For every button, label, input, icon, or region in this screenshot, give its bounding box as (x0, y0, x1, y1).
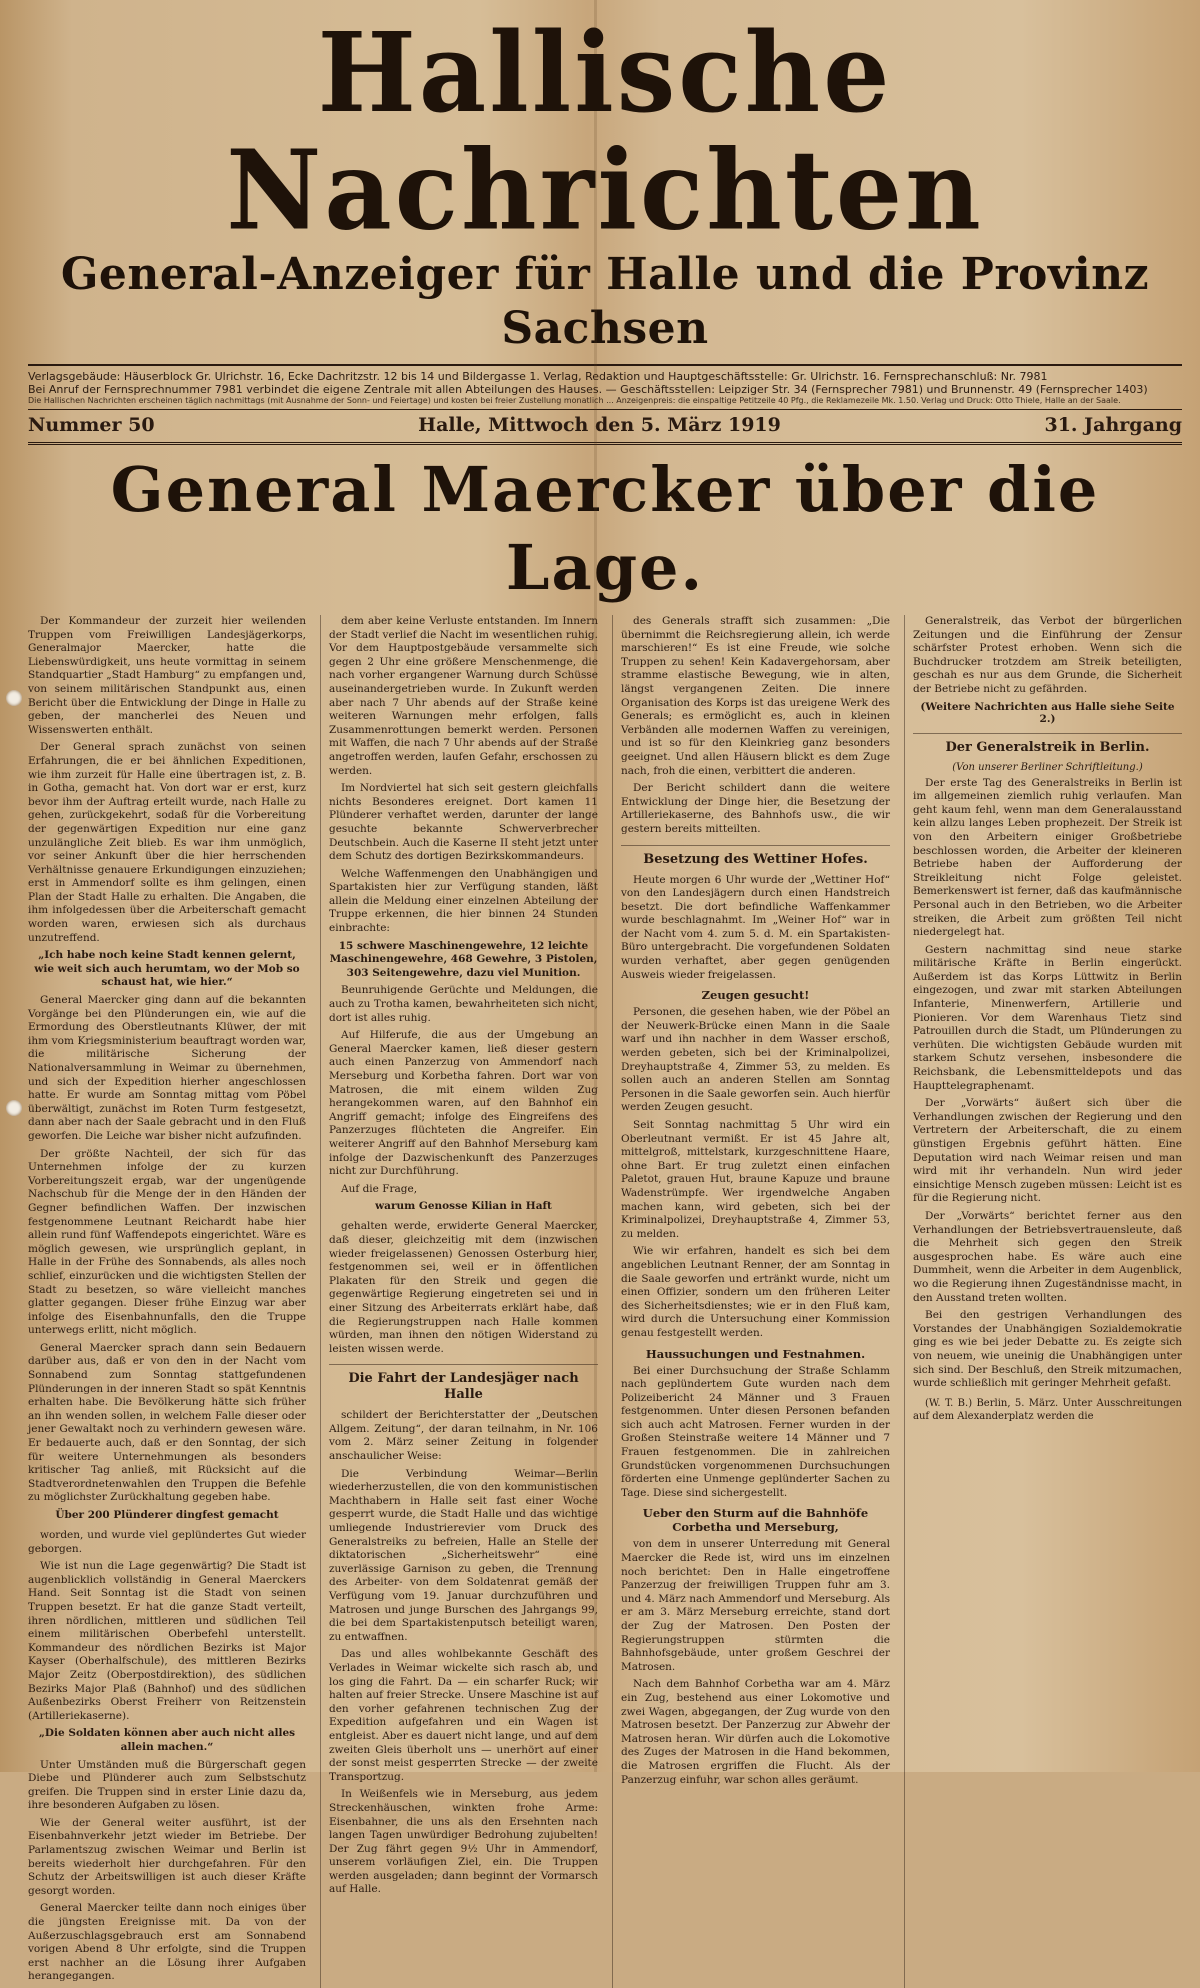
paragraph: Bei den gestrigen Verhandlungen des Vorstandes der Unabhängigen Sozialdemokratie ging es wie bei jeder Debatte zu. Es zeigte sich von neuem, wie uneinig die Unabhängigen unter sich sind. Der Beschluß, den Streik mitzumachen, wurde schließlich mit geringer Mehrheit gefaßt. (913, 1309, 1182, 1390)
issue-date: Halle, Mittwoch den 5. März 1919 (418, 414, 781, 436)
paragraph: Der Bericht schildert dann die weitere Entwicklung der Dinge hier, die Besetzung der Artilleriekaserne, des Bahnhofs usw., die wir gestern bereits mitteilten. (621, 782, 890, 835)
wire-report: (W. T. B.) Berlin, 5. März. Unter Ausschreitungen auf dem Alexanderplatz werden die (913, 1397, 1182, 1423)
column-1 (28, 615, 306, 1988)
headline: General Maercker über die Lage. (110, 453, 1100, 604)
issue-year: 31. Jahrgang (1044, 414, 1182, 436)
column-3 (612, 615, 890, 1988)
issue-number: Nummer 50 (28, 414, 155, 436)
weapons-list: 15 schwere Maschinengewehre, 12 leichte Maschinengewehre, 468 Gewehre, 3 Pistolen, 303 Seitengewehre, dazu viel Munition. (329, 939, 598, 979)
paper-fold (594, 0, 597, 1772)
paragraph: Das und alles wohlbekannte Geschäft des Verlades in Weimar wickelte sich rasch ab, und los ging die Fahrt. Da — ein scharfer Ruck; wir halten auf freier Strecke. Unsere Maschine ist auf den vorher gefahrenen technischen Zug der Expedition aufgefahren und ein Wagen ist entgleist. Aber es dauert nicht lange, und auf dem zweiten Gleis überholt uns — unerhört auf einer der sonst meist gesperrten Strecke — der zweite Transportzug. (329, 1648, 598, 1783)
publisher-info-line1: Verlagsgebäude: Häuserblock Gr. Ulrichstr. 16, Ecke Dachritzstr. 12 bis 14 und Bildergasse 1. Verlag, Redaktion und Hauptgeschäftsstelle: Gr. Ulrichstr. 16. Fernsprechanschluß: Nr. 7981 (28, 370, 1048, 383)
publisher-info (28, 364, 1182, 410)
paragraph: Beunruhigende Gerüchte und Meldungen, die auch zu Trotha kamen, bewahrheiteten sich nicht, dort ist alles ruhig. (329, 984, 598, 1024)
quote: „Die Soldaten können aber auch nicht alles allein machen.“ (38, 1727, 296, 1753)
column-4 (904, 615, 1182, 1988)
paragraph: Gestern nachmittag sind neue starke militärische Kräfte in Berlin eingerückt. Außerdem ist das Korps Lüttwitz in Berlin eingezogen, und zwar mit starken Abteilungen Infanterie, Minenwerfern, Artillerie und Pionieren. Vor dem Warenhaus Tietz sind Patrouillen durch die Stadt, um Plünderungen zu verhüten. Die wichtigsten Gebäude wurden mit starkem Schutz versehen, insbesondere die Reichsbank, die Lebensmitteldepots und das Haupttelegraphenamt. (913, 943, 1182, 1092)
paragraph: Personen, die gesehen haben, wie der Pöbel an der Neuwerk-Brücke einen Mann in die Saale warf und ihn nachher in dem Wasser erschoß, werden gebeten, sich bei der Kriminalpolizei, Dreyhauptstraße 4, Zimmer 53, zu melden. Es sollen auch an anderen Stellen am Sonntag Personen in die Saale geworfen sein. Auch hierfür werden Zeugen gesucht. (621, 1006, 890, 1114)
paragraph: Unter Umständen muß die Bürgerschaft gegen Diebe und Plünderer auch zum Selbstschutz greifen. Die Truppen sind in erster Linie dazu da, ihre besonderen Aufgaben zu lösen. (28, 1758, 306, 1812)
page-reference: (Weitere Nachrichten aus Halle siehe Seite 2.) (920, 700, 1175, 725)
paragraph: Der General sprach zunächst von seinen Erfahrungen, die er bei ähnlichen Expeditionen, wie ihm zurzeit für Halle eine übertragen ist, z. B. in Gotha, gemacht hat. Von dort war er erst, kurz bevor ihm der Auftrag erteilt wurde, nach Halle zu gehen, zurückgekehrt, sodaß für die Vorbereitung der gegenwärtigen Expedition nur eine ganz unzulängliche Zeit blieb. Es war ihm unmöglich, vor seiner Ankunft über die hier herrschenden Verhältnisse genauere Erkundigungen einzuziehen; erst in Ammendorf sollte es ihm gelingen, einen Plan der Stadt Halle zu erhalten. Die Angaben, die ihm infolgedessen über die Arbeiterschaft gemacht worden waren, erwiesen sich als durchaus unzutreffend. (28, 741, 306, 944)
paragraph: Heute morgen 6 Uhr wurde der „Wettiner Hof“ von den Landesjägern durch einen Handstreich besetzt. Die dort befindliche Waffenkammer wurde beschlagnahmt. Im „Weiner Hof“ war in der Nacht vom 4. zum 5. d. M. ein Spartakisten-Büro untergebracht. Die vorgefundenen Soldaten wurden verhaftet, aber gegen genügenden Ausweis wieder freigelassen. (621, 873, 890, 981)
paragraph: Generalstreik, das Verbot der bürgerlichen Zeitungen und die Einführung der Zensur schärfster Protest erhoben. Wenn sich die Buchdrucker trotzdem am Streik beteiligten, geschah es nur aus dem Grunde, die Sicherheit der Betriebe nicht zu gefährden. (913, 615, 1182, 695)
punch-hole-icon (6, 690, 22, 706)
paragraph: Wie der General weiter ausführt, ist der Eisenbahnverkehr jetzt wieder im Betriebe. Der Parlamentszug zwischen Weimar und Berlin ist bereits wiederholt hier durchgefahren. Für den Schutz der Arbeitswilligen ist auch dieser Kräfte gesorgt worden. (28, 1816, 306, 1897)
paragraph: Auf die Frage, (341, 1182, 418, 1195)
paragraph: Der Kommandeur der zurzeit hier weilenden Truppen vom Freiwilligen Landesjägerkorps, Generalmajor Maercker, hatte die Liebenswürdigkeit, uns heute vormittag in seinem Standquartier „Stadt Hamburg“ zu empfangen und, von seinem militärischen Standpunkt aus, einen Bericht über die Entwicklung der Dinge in Halle zu geben, der mancherlei des Neuen und Wissenswerten enthält. (28, 615, 306, 736)
paragraph: dem aber keine Verluste entstanden. Im Innern der Stadt verlief die Nacht im wesentlichen ruhig. Vor dem Hauptpostgebäude versammelte sich gegen 2 Uhr eine größere Menschenmenge, die nach vorher ergangener Warnung durch Schüsse auseinandergetrieben wurde. In Zukunft werden aber nach 7 Uhr abends auf der Straße keine weiteren Warnungen mehr erfolgen, falls Zusammenrottungen bemerkt werden. Personen mit Waffen, die nach 7 Uhr abends auf der Straße angetroffen werden, laufen Gefahr, erschossen zu werden. (329, 615, 598, 777)
paragraph: Auf Hilferufe, die aus der Umgebung an General Maercker kamen, ließ dieser gestern auch einen Panzerzug von Ammendorf nach Merseburg und Korbetha fahren. Dort war von Matrosen, die mit einem wilden Zug herangekommen waren, auf den Bahnhof ein Angriff gemacht; infolge des Eingreifens des Panzerzuges flüchteten die Angreifer. Ein weiterer Angriff auf den Bahnhof Merseburg kam infolge der Dazwischenkunft des Panzerzuges nicht zur Durchführung. (329, 1029, 598, 1178)
paragraph: Im Nordviertel hat sich seit gestern gleichfalls nichts Besonderes ereignet. Dort kamen 11 Plünderer verhaftet werden, darunter der lange gesuchte bekannte Schwerverbrecher Deutschbein. Auch die Kaserne II steht jetzt unter dem Schutz des dortigen Bezirkskommandeurs. (329, 782, 598, 863)
column-2 (320, 615, 598, 1988)
publisher-info-fine: Die Hallischen Nachrichten erscheinen täglich nachmittags (mit Ausnahme der Sonn- und Feiertage) und kosten bei freier Zustellung monatlich ... Anzeigenpreis: die einspaltige Petitzeile 40 Pfg., die Reklamezeile Mk. 1.50. Verlag und Druck: Otto Thiele, Halle an der Saale. (28, 396, 1121, 405)
paragraph: Wie wir erfahren, handelt es sich bei dem angeblichen Leutnant Renner, der am Sonntag in die Saale geworfen und ertränkt wurde, nicht um einen Offizier, sondern um den früheren Leiter des Sicherheitsdienstes; wie er in den Fluß kam, wird durch die Untersuchung einer Kommission genau festgestellt werden. (621, 1245, 890, 1339)
section-heading: Ueber den Sturm auf die Bahnhöfe Corbetha und Merseburg, (642, 1506, 869, 1535)
paragraph: von dem in unserer Unterredung mit General Maercker die Rede ist, wird uns im einzelnen noch berichtet: Den in Halle eingetroffene Panzerzug der freiwilligen Truppen fuhr am 3. und 4. März nach Ammendorf und Merseburg. Als er am 3. März Merseburg erreichte, stand dort der Zug der Matrosen. Den Posten der Regierungstruppen stürmten die Bahnhofsgebäude, unter großem Geschrei der Matrosen. (621, 1538, 890, 1673)
article-columns (28, 615, 1182, 1983)
punch-hole-icon (6, 1100, 22, 1116)
paragraph: schildert der Berichterstatter der „Deutschen Allgem. Zeitung“, der daran teilnahm, in Nr. 106 vom 2. März seiner Zeitung in folgender anschaulicher Weise: (329, 1409, 598, 1463)
paragraph: Der größte Nachteil, der sich für das Unternehmen infolge der zu kurzen Vorbereitungszeit ergab, war der ungenügende Nachschub für die Menge der in den Händen der Gegner befindlichen Waffen. Der inzwischen festgenommene Leutnant Reichardt habe hier allein rund fünf Waffendepots eingerichtet. Wäre es möglich gewesen, wie ursprünglich geplant, in Halle in der Frühe des Sonnabends, als alles noch schlief, einzurücken und die wichtigsten Stellen der Stadt zu besetzen, so wäre vielleicht manches glatter gegangen. Dieser frühe Einzug war aber infolge des Eisenbahnunfalls, den die Truppe unterwegs erlitt, nicht möglich. (28, 1147, 306, 1337)
paragraph: General Maercker sprach dann sein Bedauern darüber aus, daß er von den in der Nacht vom Sonnabend zum Sonntag stattgefundenen Plünderungen in der inneren Stadt so spät Kenntnis erhalten habe. Die Bevölkerung hätte sich früher an ihn wenden sollen, in welchem Falle dieser oder jener Gewaltakt noch zu verhindern gewesen wäre. Er bedauerte auch, daß er den Sonntag, der sich für weitere Unternehmungen als besonders kritischer Tag anließ, mit Rücksicht auf die Stadtverordnetenwahlen den Truppen die Befehle zu möglichster Zurückhaltung gegeben habe. (28, 1341, 306, 1504)
publisher-info-line2: Bei Anruf der Fernsprechnummer 7981 verbindet die eigene Zentrale mit allen Abteilungen des Hauses. — Geschäftsstellen: Leipziger Str. 34 (Fernsprecher 7981) und Brunnenstr. 49 (Fernsprecher 1403) (28, 383, 1148, 396)
paragraph: Wie ist nun die Lage gegenwärtig? Die Stadt ist augenblicklich vollständig in General Maerckers Hand. Seit Sonntag ist die Stadt von seinen Truppen besetzt. Er hat die ganze Stadt verteilt, ihren nördlichen, mittleren und südlichen Teil einem militärischen Oberbefehl unterstellt. Kommandeur des nördlichen Bezirks ist Major Kayser (Oberhalfschule), des mittleren Bezirks Major Zeitz (Oberpostdirektion), des südlichen Bezirks Major Plaß (Bahnhof) und des südlichen Außenbezirks Oberst Freiherr von Reitzenstein (Artilleriekaserne). (28, 1560, 306, 1722)
paragraph: General Maercker teilte dann noch einiges über die jüngsten Ereignisse mit. Da von der Außerzuschlagsgebrauch erst am Sonnabend vorigen Abend 8 Uhr erfolgte, sind die Truppen erst nachher an die Lösung ihrer Aufgaben herangegangen. (28, 1902, 306, 1983)
paragraph: Der „Vorwärts“ äußert sich über die Verhandlungen zwischen der Regierung und den Vertretern der Arbeiterschaft, die zu einem günstigen Ergebnis geführt hätten. Eine Deputation wird nach Weimar reisen und man wird mit ihr verhandeln. Nun wird jeder einsichtige Mensch zugeben müssen: Leicht ist es für die Regierung nicht. (913, 1097, 1182, 1205)
section-heading: Die Fahrt der Landesjäger nach Halle (329, 1364, 598, 1403)
subheading: Über 200 Plünderer dingfest gemacht (55, 1509, 279, 1521)
section-heading: Der Generalstreik in Berlin. (913, 733, 1182, 756)
quote: „Ich habe noch keine Stadt kennen gelernt, wie weit sich auch herumtam, wo der Mob so schaust hat, wie hier.“ (34, 949, 300, 989)
section-heading: Besetzung des Wettiner Hofes. (621, 845, 890, 868)
subheading: warum Genosse Kilian in Haft (375, 1200, 552, 1213)
paragraph: Der erste Tag des Generalstreiks in Berlin ist im allgemeinen ziemlich ruhig verlaufen. Man geht kaum fehl, wenn man dem Generalausstand kein allzu langes Leben prophezeit. Der Streik ist von den Arbeitern einiger Großbetriebe beschlossen worden, die Arbeiter der kleineren Betriebe haben der Aufforderung der Streikleitung nicht Folge geleistet. Bemerkenswert ist ferner, daß das kaufmännische Personal auch in den Betrieben, wo die Arbeiter streiken, die Arbeit zum größten Teil nicht niedergelegt hat. (913, 776, 1182, 939)
byline: (Von unserer Berliner Schriftleitung.) (952, 761, 1143, 773)
paragraph: Bei einer Durchsuchung der Straße Schlamm nach geplündertem Gute wurden nach dem Polizeibericht 24 Männer und 3 Frauen festgenommen. Unter diesen Personen befanden sich auch acht Matrosen. Ferner wurden in der Großen Steinstraße weitere 14 Männer und 7 Frauen festgenommen. Die in zahlreichen Grundstücken vorgenommenen Durchsuchungen förderten eine Unmenge geplünderter Sachen zu Tage. Diese sind sichergestellt. (621, 1364, 890, 1499)
masthead-subtitle: General-Anzeiger für Halle und die Provinz Sachsen (60, 249, 1150, 354)
paragraph: Welche Waffenmengen den Unabhängigen und Spartakisten hier zur Verfügung standen, läßt allein die Meldung einer einzelnen Abteilung der Truppe erkennen, die hier binnen 24 Stunden einbrachte: (329, 867, 598, 935)
paragraph: Seit Sonntag nachmittag 5 Uhr wird ein Oberleutnant vermißt. Er ist 45 Jahre alt, mittelgroß, mittelstark, kurzgeschnittene Haare, ohne Bart. Er trug zuletzt einen einfachen Paletot, grauen Hut, braune Kapuze und braune Wadenstrümpfe. Wer irgendwelche Angaben machen kann, wird gebeten, sich bei der Kriminalpolizei, Dreyhauptstraße 4, Zimmer 53, zu melden. (621, 1119, 890, 1240)
section-heading: Zeugen gesucht! (701, 988, 810, 1003)
paragraph: Der „Vorwärts“ berichtet ferner aus den Verhandlungen der Betriebsvertrauensleute, daß die Mehrheit sich gegen den Streik ausgesprochen habe. Es wäre auch eine Dummheit, wenn die Arbeiter in dem Augenblick, wo die Regierung ihnen Zugeständnisse macht, in den Ausstand treten wollten. (913, 1209, 1182, 1304)
paragraph: Nach dem Bahnhof Corbetha war am 4. März ein Zug, bestehend aus einer Lokomotive und zwei Wagen, abgegangen, der Zug wurde von den Matrosen besetzt. Der Panzerzug zur Abwehr der Matrosen heran. Wir dürfen auch die Lokomotive des Zuges der Matrosen in die Hand bekommen, die Matrosen ergriffen die Flucht. Als der Panzerzug einfuhr, war schon alles geräumt. (621, 1678, 890, 1786)
paragraph: gehalten werde, erwiderte General Maercker, daß dieser, gleichzeitig mit dem (inzwischen wieder freigelassenen) Genossen Osterburg hier, festgenommen sei, weil er in öffentlichen Plakaten für den Streik und gegen die gegenwärtige Regierung eingetreten sei und in einer Sitzung des Arbeiterrats erklärt habe, daß die Regierungstruppen nach Halle kommen würden, man ihnen den nötigen Widerstand zu leisten wissen werde. (329, 1220, 598, 1355)
paragraph: Die Verbindung Weimar—Berlin wiederherzustellen, die von den kommunistischen Machthabern in Halle seit fast einer Woche gesperrt wurde, die Stadt Halle und das wichtige umliegende Industrierevier vom Druck des Generalstreiks zu befreien, Halle an Stelle der diktatorischen „Sicherheitswehr“ eine zuverlässige Garnison zu geben, die Trennung des Arbeiter- von dem Soldatenrat gemäß der Verfügung vom 19. Januar durchzuführen und Matrosen und junge Burschen des Jahrgangs 99, die bei dem Spartakistenputsch beteiligt waren, zu entwaffnen. (329, 1467, 598, 1643)
paragraph: In Weißenfels wie in Merseburg, aus jedem Streckenhäuschen, winkten frohe Arme: Eisenbahner, die uns als den Ersehnten nach langen Tagen unwürdiger Bedrohung zujubelten! Der Zug fährt gegen 9½ Uhr in Ammendorf, unserem vorläufigen Ziel, ein. Die Truppen werden ausgeladen; dann beginnt der Vormarsch auf Halle. (329, 1788, 598, 1896)
paragraph: des Generals strafft sich zusammen: „Die übernimmt die Reichsregierung allein, ich werde marschieren!“ Es ist eine Freude, wie solche Truppen zu sehen! Kein Kadavergehorsam, aber stramme elastische Bewegung, wie in alten, längst vergangenen Zeiten. Die innere Organisation des Korps ist das ureigene Werk des Generals; es ermöglicht es, auch in kleinen Verbänden alle modernen Waffen zu vereinigen, und ist so für den Kleinkrieg ganz besonders geeignet. Und allen Häusern blickt es dem Zuge nach, froh die einen, verbittert die anderen. (621, 615, 890, 777)
dateline (28, 410, 1182, 445)
paragraph: General Maercker ging dann auf die bekannten Vorgänge bei den Plünderungen ein, wie auf die Ermordung des Oberstleutnants Klüwer, der mit ihm vom Kriegsministerium beauftragt worden war, die militärische Sicherung der Nationalversammlung in Weimar zu übernehmen, und sich der Expedition hierher angeschlossen hatte. Er wurde am Sonntag mittag vom Pöbel überwältigt, zunächst im Roten Turm festgesetzt, dann aber nach der Saale gebracht und in den Fluß geworfen. Die Leiche war bisher nicht aufzufinden. (28, 994, 306, 1142)
paragraph: worden, und wurde viel geplündertes Gut wieder geborgen. (28, 1529, 306, 1555)
section-heading: Haussuchungen und Festnahmen. (645, 1346, 866, 1361)
masthead-title: Hallische Nachrichten (226, 8, 984, 255)
